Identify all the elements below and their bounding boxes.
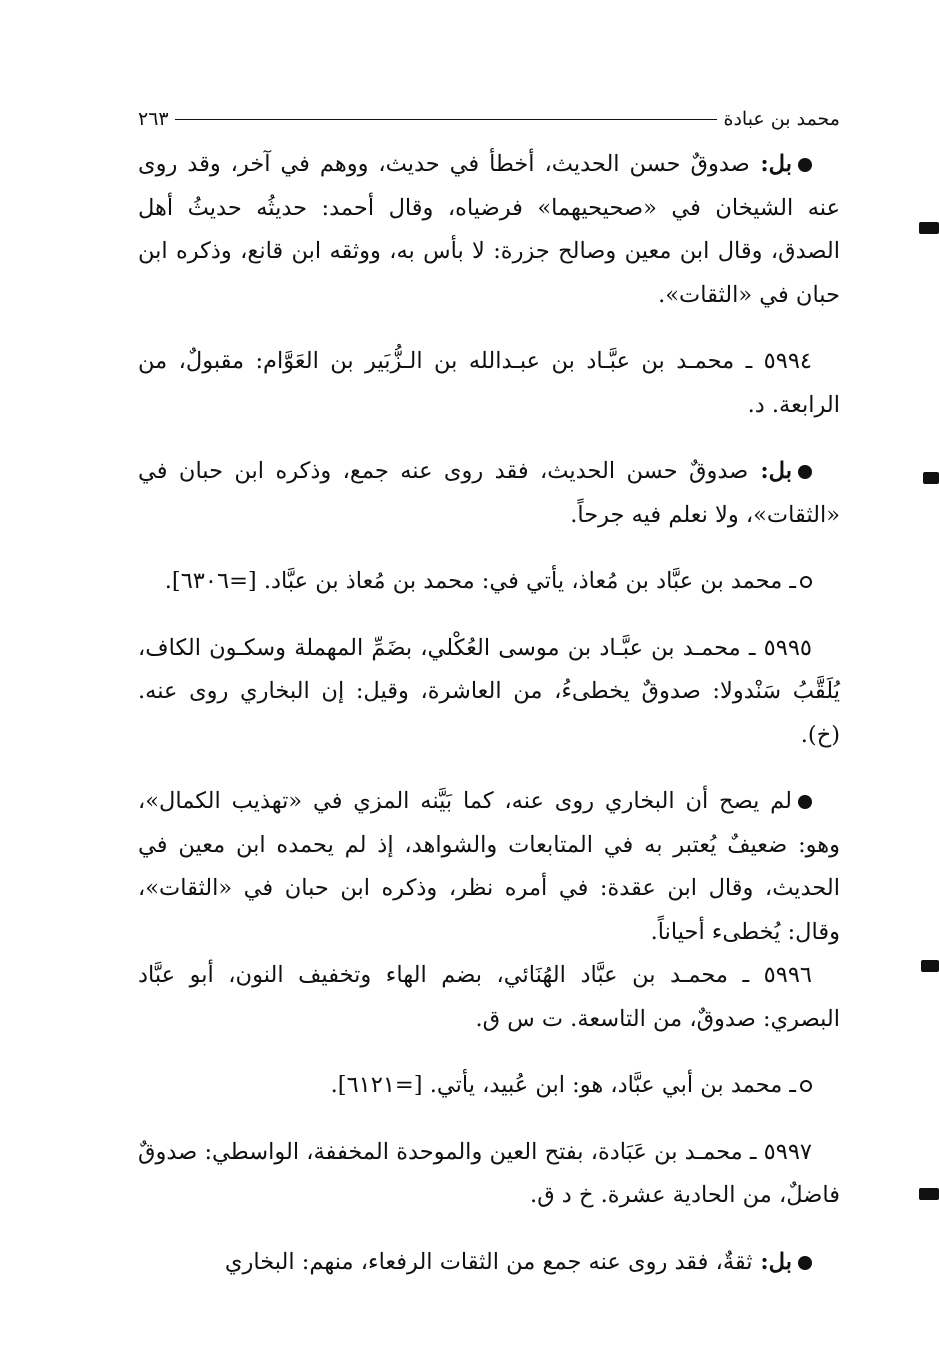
- header-rule: [175, 119, 718, 120]
- comment-paragraph: [138, 1241, 840, 1285]
- paragraph-text: صدوقٌ حسن الحديث، أخطأ في حديث، ووهم في آخر، وقد روى عنه الشيخان في «صحيحيهما» فرضياه، وقال أحمد: حديثُه حديثُ أهل الصدق، وقال ابن معين وصالح جزرة: لا بأس به، ووثقه ابن قانع، وذكره ابن حبان في «الثقات».: [138, 151, 840, 308]
- comment-paragraph: [138, 143, 840, 317]
- page-number: ٢٦٣: [138, 108, 169, 130]
- comment-lead: بل:: [752, 1248, 792, 1275]
- paragraph-text: لم يصح أن البخاري روى عنه، كما بَيَّنه المزي في «تهذيب الكمال»، وهو: ضعيفٌ يُعتبر به في المتابعات والشواهد، إذ لم يحمده ابن معين في الحديث، وقال ابن عقدة: في أمره نظر، وذكره ابن حبان في «الثقات»، وقال: يُخطىء أحياناً.: [138, 788, 840, 945]
- page-header: [138, 102, 840, 136]
- bullet-dot-icon: [798, 1256, 812, 1270]
- ring-marker-icon: [800, 1080, 812, 1092]
- reference-paragraph: [138, 1064, 840, 1108]
- edge-mark: [923, 472, 939, 484]
- comment-lead: بل:: [749, 151, 792, 177]
- paragraph-text: ثقةٌ، فقد روى عنه جمع من الثقات الرفعاء، منهم: البخاري: [224, 1248, 753, 1275]
- entry-paragraph: [138, 954, 840, 1041]
- paragraph-text: ٥٩٩٧ ـ محمـد بن عَبَادة، بفتح العين والموحدة المخففة، الواسطي: صدوقٌ فاضلٌ، من الحادية عشرة. خ د ق.: [138, 1138, 840, 1208]
- ring-marker-icon: [800, 576, 812, 588]
- paragraph-text: ـ محمد بن أبي عبَّاد، هو: ابن عُبيد، يأتي. [=٦١٢١].: [330, 1072, 796, 1098]
- entry-paragraph: [138, 340, 840, 427]
- bullet-dot-icon: [798, 795, 812, 809]
- paragraph-text: صدوقٌ حسن الحديث، فقد روى عنه جمع، وذكره ابن حبان في «الثقات»، ولا نعلم فيه جرحاً.: [138, 458, 840, 528]
- bullet-dot-icon: [798, 158, 812, 172]
- entry-paragraph: [138, 627, 840, 758]
- running-title: محمد بن عبادة: [723, 108, 840, 130]
- paragraph-text: ٥٩٩٤ ـ محمـد بن عبَّـاد بن عبـدالله بن الـزُّبَير بن العَوَّام: مقبولٌ، من الرابعة. د.: [138, 348, 840, 418]
- paragraph-text: ٥٩٩٦ ـ محمـد بن عبَّاد الهُنَائي، بضم الهاء وتخفيف النون، أبو عبَّاد البصري: صدوقٌ، من التاسعة. ت س ق.: [138, 962, 840, 1032]
- paragraph-text: ـ محمد بن عبَّاد بن مُعاذ، يأتي في: محمد بن مُعاذ بن عبَّاد. [=٦٣٠٦].: [164, 568, 796, 594]
- entry-paragraph: [138, 1131, 840, 1218]
- paragraph-text: ٥٩٩٥ ـ محمـد بن عبَّـاد بن موسى العُكْلي، بضَمِّ المهملة وسكـون الكاف، يُلَقَّبُ سَنْدولا: صدوقٌ يخطىءُ، من العاشرة، وقيل: إن البخاري روى عنه. (خ).: [138, 634, 840, 748]
- comment-paragraph: [138, 780, 840, 954]
- comment-lead: بل:: [748, 458, 792, 484]
- page-body: [138, 143, 840, 1284]
- bullet-dot-icon: [798, 465, 812, 479]
- comment-paragraph: [138, 450, 840, 537]
- edge-mark: [919, 222, 939, 234]
- reference-paragraph: [138, 560, 840, 604]
- edge-mark: [919, 1188, 939, 1200]
- edge-mark: [921, 960, 939, 972]
